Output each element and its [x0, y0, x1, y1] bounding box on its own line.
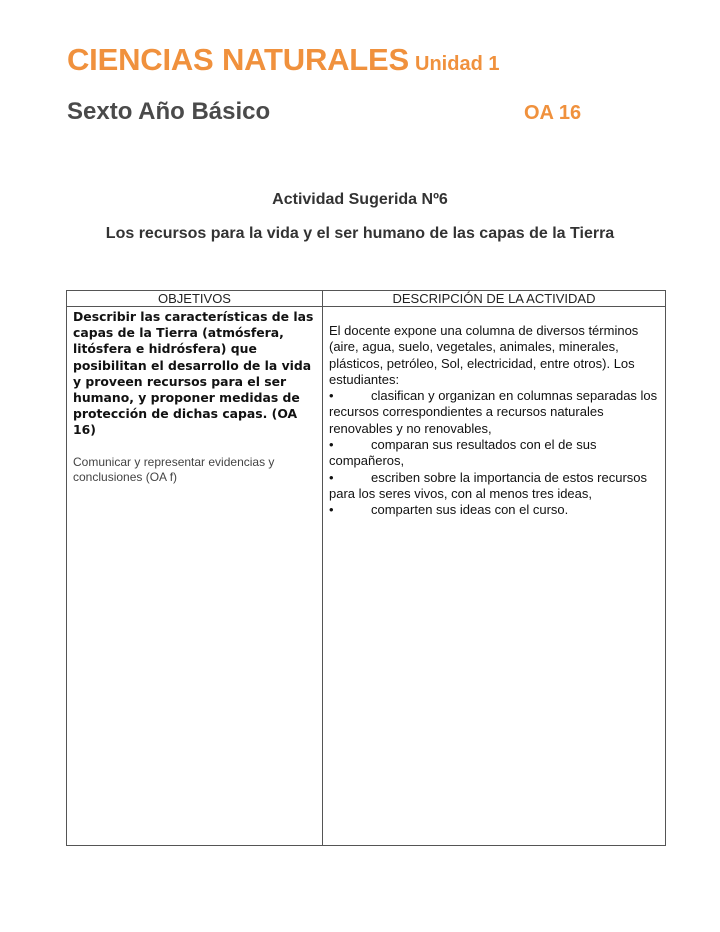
bullet-icon: •	[329, 388, 334, 404]
objective-text: Describir las características de las capas de la Tierra (atmósfera, litósfera e hidrósfera) que posibilitan el desarrollo de la vida y proveen recursos para el ser humano, y proponer medidas de protección de dichas capas. (OA 16)	[73, 309, 314, 438]
header-objetivos: OBJETIVOS	[67, 291, 323, 307]
document-title	[67, 42, 499, 78]
bullet-item: clasifican y organizan en columnas separadas los recursos correspondientes a recursos naturales renovables y no renovables,	[329, 388, 658, 436]
bullet-icon: •	[329, 469, 334, 485]
activity-title: Actividad Sugerida Nº6	[272, 191, 448, 208]
description-intro: El docente expone una columna de diversos términos (aire, agua, suelo, vegetales, animales, minerales, plásticos, petróleo, Sol, electricidad, entre otros). Los estudiantes:	[329, 323, 639, 387]
header-descripcion: DESCRIPCIÓN DE LA ACTIVIDAD	[323, 291, 666, 307]
grade-label: Sexto Año Básico	[67, 98, 271, 125]
unit-label: Unidad 1	[415, 53, 500, 75]
activity-subtitle: Los recursos para la vida y el ser humano de las capas de la Tierra	[105, 225, 615, 242]
subject-title: CIENCIAS NATURALES	[67, 42, 410, 77]
bullet-icon: •	[329, 437, 334, 453]
table-row	[67, 307, 666, 846]
bullet-item: escriben sobre la importancia de estos recursos para los seres vivos, con al menos tres ideas,	[329, 469, 648, 501]
bullet-item: comparten sus ideas con el curso.	[371, 502, 569, 518]
objectives-cell	[67, 307, 323, 846]
skill-text: Comunicar y representar evidencias y conclusiones (OA f)	[73, 454, 275, 484]
description-text	[323, 307, 665, 519]
bullet-icon: •	[329, 502, 334, 518]
oa-label: OA 16	[524, 102, 582, 124]
bullet-item: comparan sus resultados con el de sus compañeros,	[329, 437, 597, 469]
description-cell	[323, 307, 666, 846]
table-header-row	[67, 291, 666, 307]
activity-table	[66, 290, 666, 846]
